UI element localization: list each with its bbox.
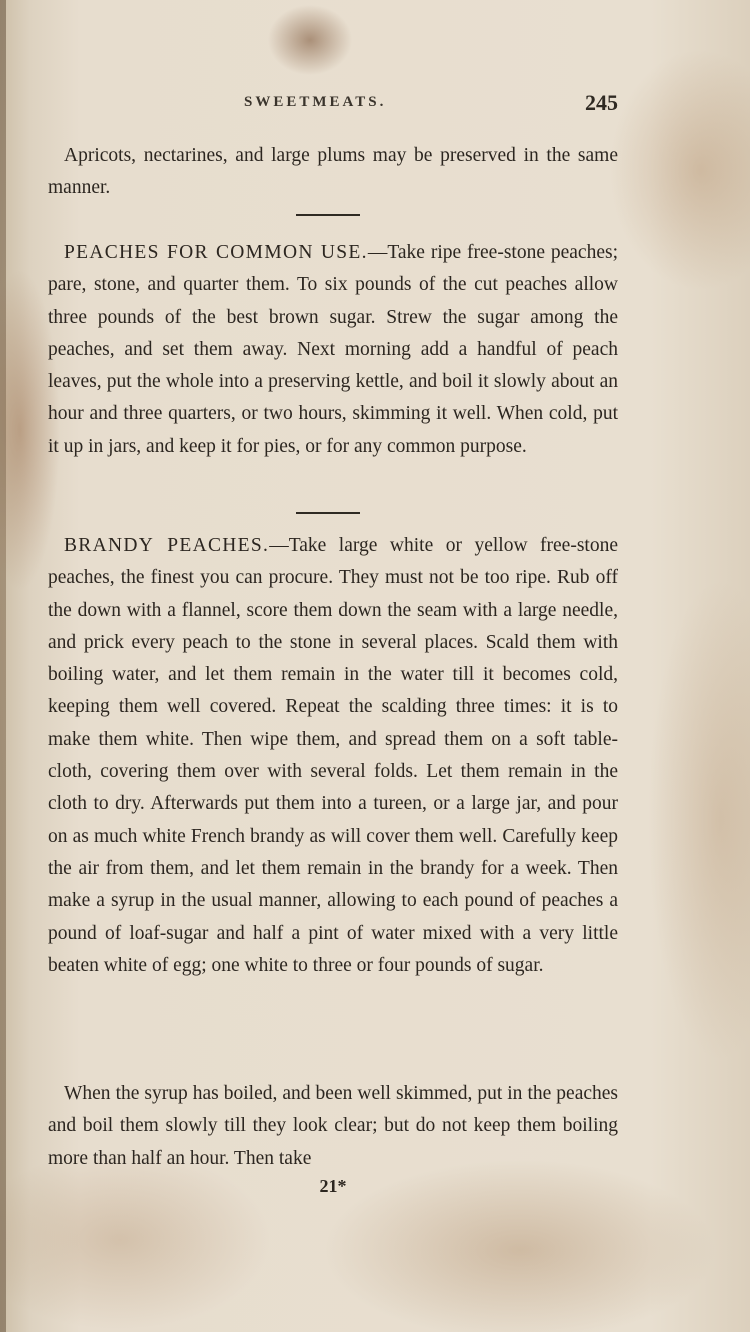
page-number: 245: [585, 90, 618, 115]
signature-mark: 21*: [319, 1176, 347, 1196]
recipe-heading: PEACHES FOR COMMON USE.: [64, 242, 368, 263]
section-divider: [296, 512, 360, 514]
page-header: [48, 90, 618, 120]
brandy-peaches-recipe-paragraph: [48, 530, 618, 982]
peaches-recipe-paragraph: [48, 237, 618, 463]
running-head: SWEETMEATS.: [244, 94, 387, 110]
binding-edge: [0, 0, 6, 1332]
recipe-heading: BRANDY PEACHES.: [64, 535, 270, 556]
intro-paragraph: Apricots, nectarines, and large plums may be preserved in the same manner.: [48, 145, 618, 199]
recipe-body: —Take ripe free-stone peaches; pare, stone, and quarter them. To six pounds of the cut peaches allow three pounds of the best brown sugar. Strew the sugar among the peaches, and set them away. Next morning add a handful of peach leaves, put the whole into a preserving kettle, and boil it slowly about an hour and three quarters, or two hours, skimming it well. When cold, put it up in jars, and keep it for pies, or for any common purpose.: [48, 242, 618, 457]
section-divider: [296, 214, 360, 216]
syrup-paragraph: When the syrup has boiled, and been well skimmed, put in the peaches and boil them slowly till they look clear; but do not keep them boiling more than half an hour. Then take: [48, 1083, 618, 1169]
recipe-body: —Take large white or yellow free-stone peaches, the finest you can procure. They must not be too ripe. Rub off the down with a flannel, score them down the seam with a large needle, and prick every peach to the stone in several places. Scald them with boiling water, and let them remain in the water till it becomes cold, keeping them well covered. Repeat the scalding three times: it is to make them white. Then wipe them, and spread them on a soft table-cloth, covering them over with several folds. Let them remain in the cloth to dry. Afterwards put them into a tureen, or a large jar, and pour on as much white French brandy as will cover them well. Carefully keep the air from them, and let them remain in the brandy for a week. Then make a syrup in the usual manner, allowing to each pound of peaches a pound of loaf-sugar and half a pint of water mixed with a very little beaten white of egg; one white to three or four pounds of sugar.: [48, 535, 618, 976]
